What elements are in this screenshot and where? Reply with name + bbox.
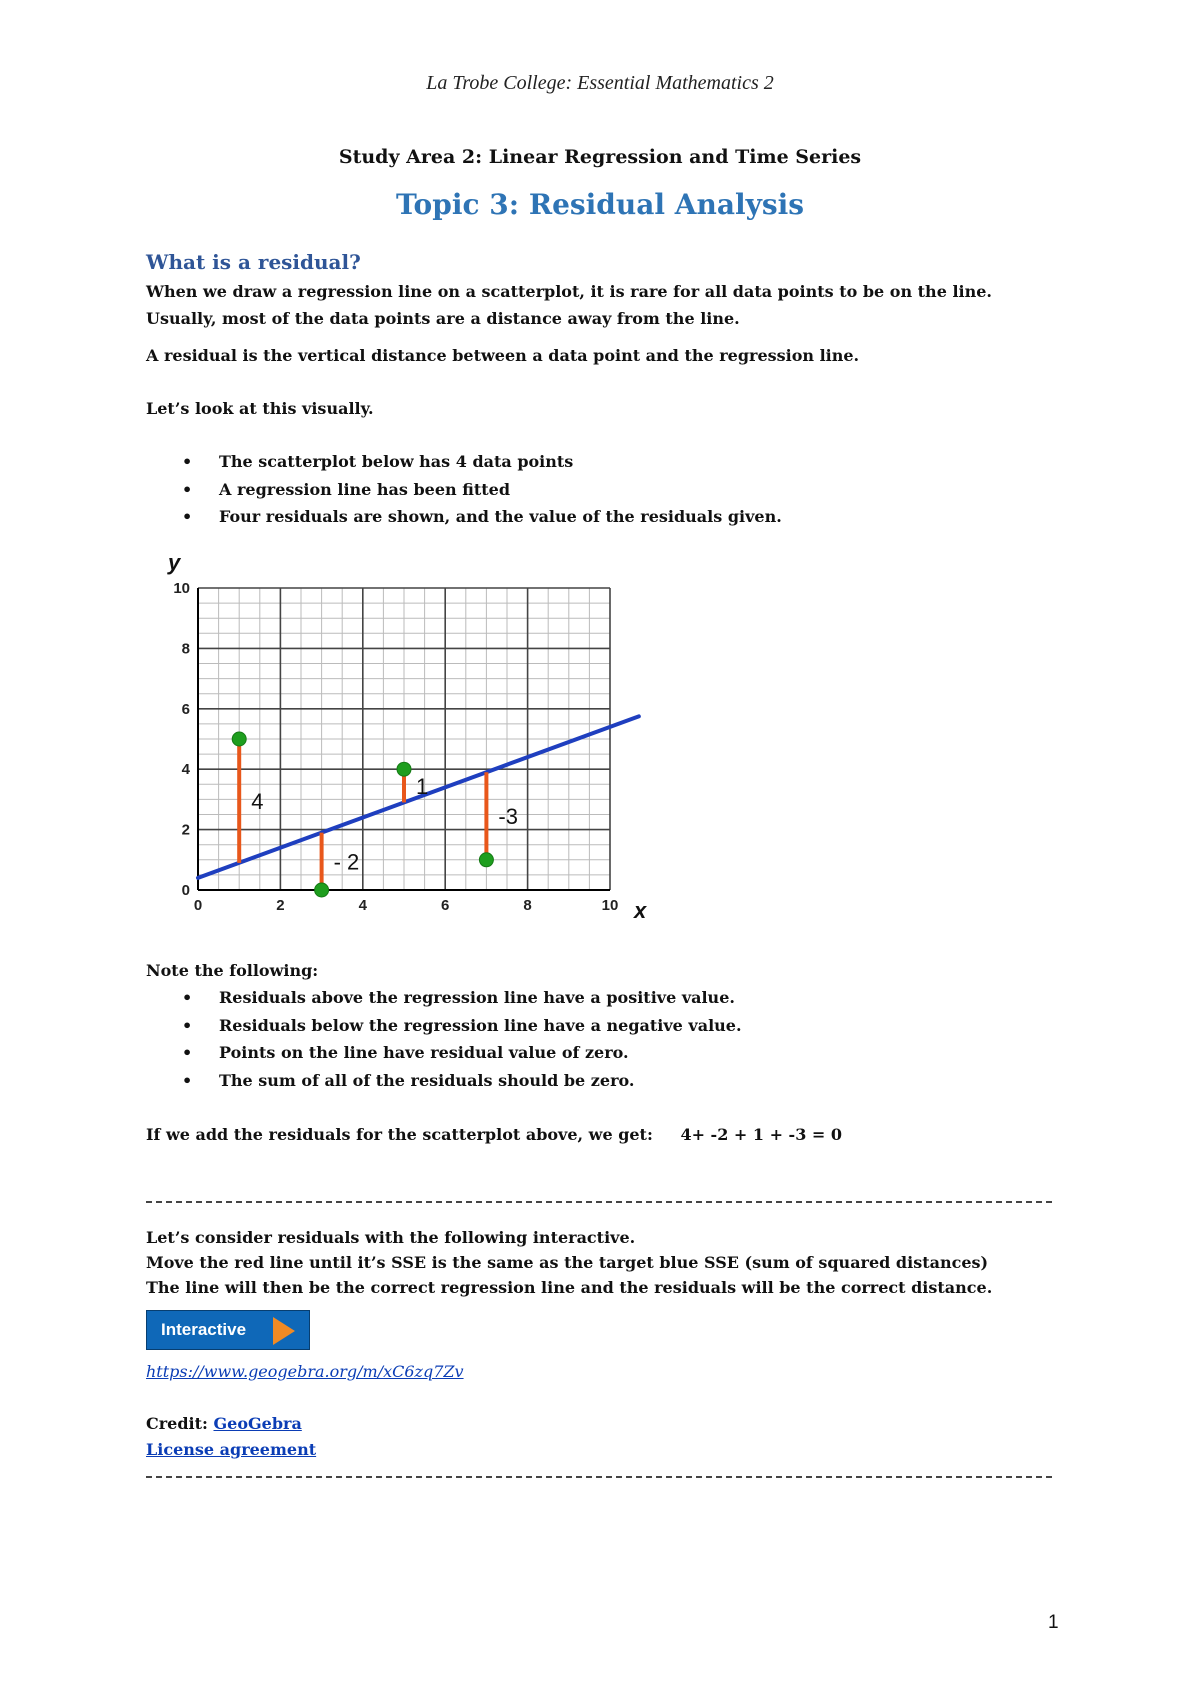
x-tick-label: 10 <box>601 897 619 914</box>
credit-label: Credit: <box>146 1414 208 1433</box>
note-item: • Points on the line have residual value of zero. <box>146 1039 1066 1067</box>
dashed-divider <box>146 1476 1052 1478</box>
license-line <box>146 1436 1066 1463</box>
note-heading: Note the following: <box>146 961 319 980</box>
x-tick-label: 0 <box>193 897 203 914</box>
credit-line <box>146 1410 1066 1437</box>
lets-look-text: Let’s look at this visually. <box>146 399 374 418</box>
x-tick-label: 6 <box>441 897 450 914</box>
geogebra-url-line <box>146 1358 1066 1385</box>
note-item: • The sum of all of the residuals should be zero. <box>146 1067 1066 1095</box>
x-tick-label: 2 <box>276 897 285 914</box>
x-axis-label: x <box>634 898 647 923</box>
intro-line-2: Usually, most of the data points are a distance away from the line. <box>146 309 740 328</box>
interactive-intro-line-1: Let’s consider residuals with the following interactive. <box>146 1228 636 1247</box>
intro-paragraph <box>146 278 1066 332</box>
note-item: • Residuals below the regression line have a negative value. <box>146 1012 1066 1040</box>
residual-label: - 2 <box>333 849 360 875</box>
data-point <box>479 853 493 867</box>
geogebra-credit-link[interactable]: GeoGebra <box>213 1414 302 1433</box>
note-item: • Residuals above the regression line have a positive value. <box>146 984 1066 1012</box>
residual-label: 1 <box>416 773 429 799</box>
y-tick-label: 8 <box>181 640 190 658</box>
y-tick-label: 6 <box>181 700 190 718</box>
bullet-item: • Four residuals are shown, and the value of the residuals given. <box>146 503 1066 531</box>
geogebra-url-link[interactable]: https://www.geogebra.org/m/xC6zq7Zv <box>146 1362 464 1381</box>
data-point <box>232 732 246 746</box>
y-tick-label: 4 <box>181 761 190 779</box>
section-heading: What is a residual? <box>146 250 361 274</box>
bullet-icon: • <box>182 1070 193 1090</box>
residual-scatterplot <box>150 540 670 930</box>
residual-label: 4 <box>251 788 264 814</box>
notes-list <box>146 984 1066 1094</box>
bullet-icon: • <box>182 988 193 1007</box>
data-point <box>315 883 329 897</box>
intro-line-1: When we draw a regression line on a scatterplot, it is rare for all data points to be on the line. <box>146 282 992 301</box>
license-agreement-link[interactable]: License agreement <box>146 1440 317 1459</box>
y-axis-label: y <box>168 550 181 575</box>
topic-title: Topic 3: Residual Analysis <box>395 188 805 221</box>
bullet-icon: • <box>182 1043 193 1062</box>
chart-bullets <box>146 448 1066 531</box>
bullet-icon: • <box>182 452 193 471</box>
residual-sum-equation: 4+ -2 + 1 + -3 = 0 <box>680 1125 842 1144</box>
bullet-item: • A regression line has been fitted <box>146 476 1066 504</box>
interactive-intro-line-3: The line will then be the correct regression line and the residuals will be the correct distance. <box>146 1278 993 1297</box>
residual-sum-text: If we add the residuals for the scatterplot above, we get: <box>146 1125 653 1144</box>
bullet-item: • The scatterplot below has 4 data points <box>146 448 1066 476</box>
x-tick-label: 4 <box>358 897 367 914</box>
bullet-icon: • <box>182 479 193 499</box>
y-tick-label: 10 <box>173 580 190 597</box>
y-tick-label: 2 <box>181 821 190 839</box>
page-number: 1 <box>1048 1612 1059 1633</box>
interactive-button[interactable] <box>146 1310 310 1350</box>
interactive-intro-line-2: Move the red line until it’s SSE is the same as the target blue SSE (sum of squared distances) <box>146 1253 989 1272</box>
definition-text: A residual is the vertical distance between a data point and the regression line. <box>146 346 860 365</box>
residual-sum-line <box>146 1121 1066 1148</box>
residual-label: -3 <box>498 804 518 830</box>
interactive-intro <box>146 1225 1066 1300</box>
x-tick-label: 8 <box>523 897 532 914</box>
play-arrow-icon <box>273 1317 295 1345</box>
data-point <box>397 762 411 776</box>
interactive-button-label: Interactive <box>161 1320 247 1339</box>
study-area-title: Study Area 2: Linear Regression and Time Series <box>338 146 862 168</box>
bullet-icon: • <box>182 507 193 526</box>
y-tick-label: 0 <box>181 882 190 899</box>
dashed-divider <box>146 1201 1052 1203</box>
bullet-icon: • <box>182 1015 193 1035</box>
running-header: La Trobe College: Essential Mathematics 2 <box>426 72 774 94</box>
